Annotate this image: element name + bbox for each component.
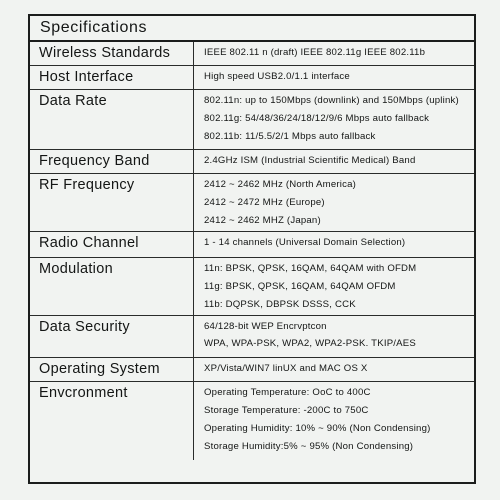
spec-value: 11g: BPSK, QPSK, 16QAM, 64QAM OFDM [204,281,396,292]
spec-value: Storage Temperature: -200C to 750C [204,405,369,416]
spec-label: Modulation [30,258,194,315]
spec-label: Wireless Standards [30,42,194,65]
spec-value: IEEE 802.11 n (draft) IEEE 802.11g IEEE 802.11b [204,47,426,58]
spec-row-radio-channel [30,232,474,258]
spec-values [194,382,474,460]
spec-values [194,258,474,315]
spec-value: 2.4GHz ISM (Industrial Scientific Medical) Band [204,155,416,166]
spec-values [194,90,474,149]
spec-value: Operating Temperature: OoC to 400C [204,387,371,398]
spec-values [194,316,474,357]
spec-value: 64/128-bit WEP Encrvptcon [204,321,327,332]
spec-label: Radio Channel [30,232,194,257]
spec-row-wireless-standards [30,42,474,66]
spec-value: 802.11b: 11/5.5/2/1 Mbps auto fallback [204,131,376,142]
spec-value: XP/Vista/WIN7 linUX and MAC OS X [204,363,368,374]
spec-value: 802.11g: 54/48/36/24/18/12/9/6 Mbps auto fallback [204,113,430,124]
spec-row-data-security [30,316,474,358]
spec-value: 11n: BPSK, QPSK, 16QAM, 64QAM with OFDM [204,263,417,274]
spec-label: Data Security [30,316,194,357]
spec-values [194,232,474,257]
spec-label: Frequency Band [30,150,194,173]
table-title: Specifications [40,19,148,36]
spec-row-rf-frequency [30,174,474,232]
spec-row-data-rate [30,90,474,150]
spec-values [194,66,474,89]
spec-label: Host Interface [30,66,194,89]
spec-value: Storage Humidity:5% ~ 95% (Non Condensing) [204,441,414,452]
spec-value: Operating Humidity: 10% ~ 90% (Non Condensing) [204,423,431,434]
spec-values [194,150,474,173]
spec-value: 2412 ~ 2462 MHz (North America) [204,179,357,190]
spec-value: 2412 ~ 2472 MHz (Europe) [204,197,325,208]
spec-values [194,174,474,231]
spec-label: Envcronment [30,382,194,460]
spec-label: RF Frequency [30,174,194,231]
spec-values [194,42,474,65]
spec-value: 2412 ~ 2462 MHZ (Japan) [204,215,321,226]
table-title-row [30,16,474,42]
spec-value: 802.11n: up to 150Mbps (downlink) and 150Mbps (uplink) [204,95,459,106]
spec-value: High speed USB2.0/1.1 interface [204,71,350,82]
specifications-table [28,14,476,484]
spec-row-frequency-band [30,150,474,174]
spec-value: WPA, WPA-PSK, WPA2, WPA2-PSK. TKIP/AES [204,338,416,349]
spec-row-environment [30,382,474,460]
spec-value: 11b: DQPSK, DBPSK DSSS, CCK [204,299,356,310]
spec-label: Data Rate [30,90,194,149]
spec-value: 1 - 14 channels (Universal Domain Selection) [204,237,406,248]
spec-row-modulation [30,258,474,316]
spec-row-host-interface [30,66,474,90]
spec-values [194,358,474,381]
spec-row-operating-system [30,358,474,382]
spec-label: Operating System [30,358,194,381]
